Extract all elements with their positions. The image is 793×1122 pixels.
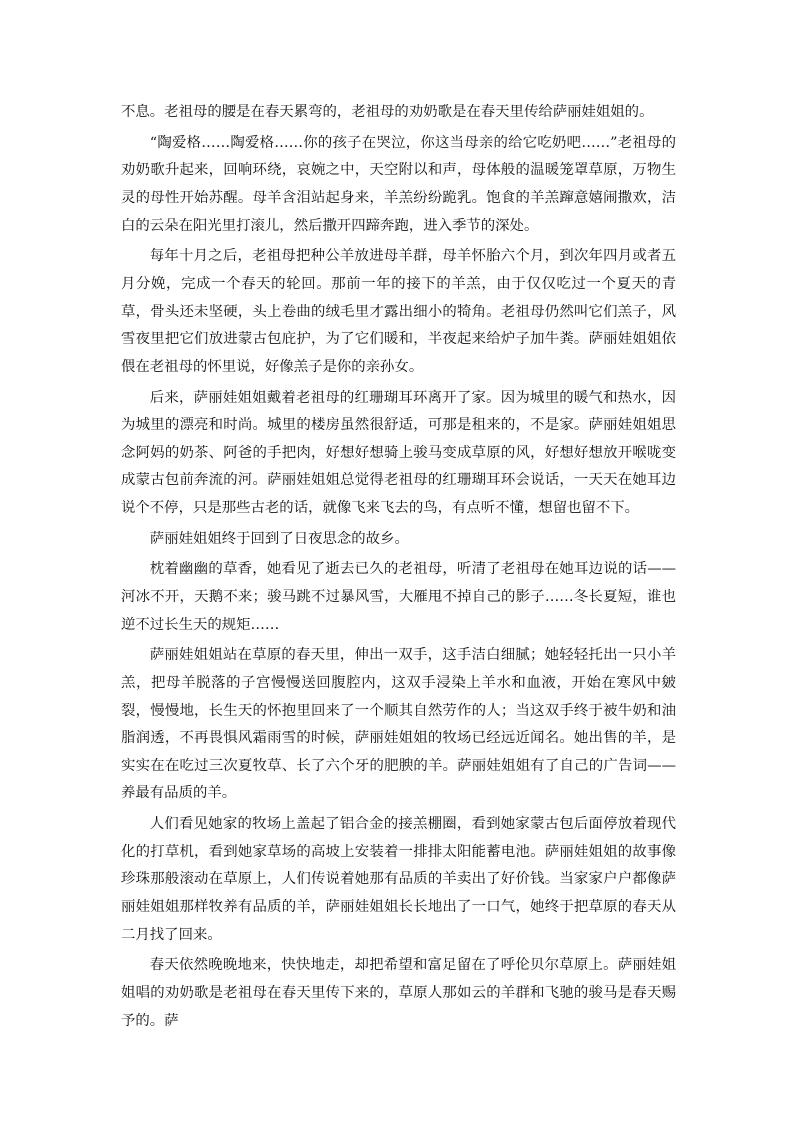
paragraph: 每年十月之后，老祖母把种公羊放进母羊群，母羊怀胎六个月，到次年四月或者五月分娩，完成一个春天的轮回。那前一年的接下的羊羔，由于仅仅吃过一个夏天的青草，骨头还未坚硬，头上卷曲的绒毛里才露出细小的犄角。老祖母仍然叫它们羔子，风雪夜里把它们放进蒙古包庇护，为了它们暖和，半夜起来给炉子加牛粪。萨丽娃姐姐依偎在老祖母的怀里说，好像羔子是你的亲孙女。 [121, 248, 676, 375]
paragraph: 萨丽娃姐姐终于回到了日夜思念的故乡。 [149, 530, 409, 547]
paragraph: 枕着幽幽的草香，她看见了逝去已久的老祖母，听清了老祖母在她耳边说的话——河冰不开，天鹅不来；骏马跳不过暴风雪，大雁甩不掉自己的影子……冬长夏短，谁也逆不过长生天的规矩…… [121, 561, 676, 633]
paragraph: 春天依然晚晚地来，快快地走，却把希望和富足留在了呼伦贝尔草原上。萨丽娃姐姐唱的劝奶歌是老祖母在春天里传下来的，草原人那如云的羊群和飞驰的骏马是春天赐予的。萨 [121, 957, 676, 1029]
paragraph: 不息。老祖母的腰是在春天累弯的，老祖母的劝奶歌是在春天里传给萨丽娃姐姐的。 [121, 104, 654, 120]
paragraph: 萨丽娃姐姐站在草原的春天里，伸出一双手，这手洁白细腻；她轻轻托出一只小羊羔，把母羊脱落的子宫慢慢送回腹腔内，这双手浸染上羊水和血液，开始在寒风中皴裂，慢慢地，长生天的怀抱里回来了一个顺其自然劳作的人；当这双手终于被牛奶和油脂润透，不再畏惧风霜雨雪的时候，萨丽娃姐姐的牧场已经远近闻名。她出售的羊，是实实在在吃过三次夏牧草、长了六个牙的肥腴的羊。萨丽娃姐姐有了自己的广告词——养最有品质的羊。 [121, 647, 676, 802]
paragraph: 后来，萨丽娃姐姐戴着老祖母的红珊瑚耳环离开了家。因为城里的暖气和热水，因为城里的漂亮和时尚。城里的楼房虽然很舒适，可那是租来的，不是家。萨丽娃姐姐思念阿妈的奶茶、阿爸的手把肉，好想好想骑上骏马变成草原的风，好想好想放开喉咙变成蒙古包前奔流的河。萨丽娃姐姐总觉得老祖母的红珊瑚耳环会说话，一天天在她耳边说个不停，只是那些古老的话，就像飞来飞去的鸟，有点听不懂，想留也留不下。 [121, 389, 676, 516]
paragraph: “陶爱格……陶爱格……你的孩子在哭泣，你这当母亲的给它吃奶吧……”老祖母的劝奶歌升起来，回响环绕，哀婉之中，天空附以和声，母体般的温暖笼罩草原，万物生灵的母性开始苏醒。母羊含泪站起身来，羊羔纷纷跪乳。饱食的羊羔蹿意嬉闹撒欢，洁白的云朵在阳光里打滚儿，然后撒开四蹄奔跑，进入季节的深处。 [121, 134, 676, 234]
article-body [121, 99, 676, 1038]
paragraph: 人们看见她家的牧场上盖起了铝合金的接羔棚圈，看到她家蒙古包后面停放着现代化的打草机，看到她家草场的高坡上安装着一排排太阳能蓄电池。萨丽娃姐姐的故事像珍珠那般滚动在草原上，人们传说着她那有品质的羊卖出了好价钱。当家家户户都像萨丽娃姐姐那样牧养有品质的羊，萨丽娃姐姐长长地出了一口气，她终于把草原的春天从二月找了回来。 [121, 816, 676, 943]
